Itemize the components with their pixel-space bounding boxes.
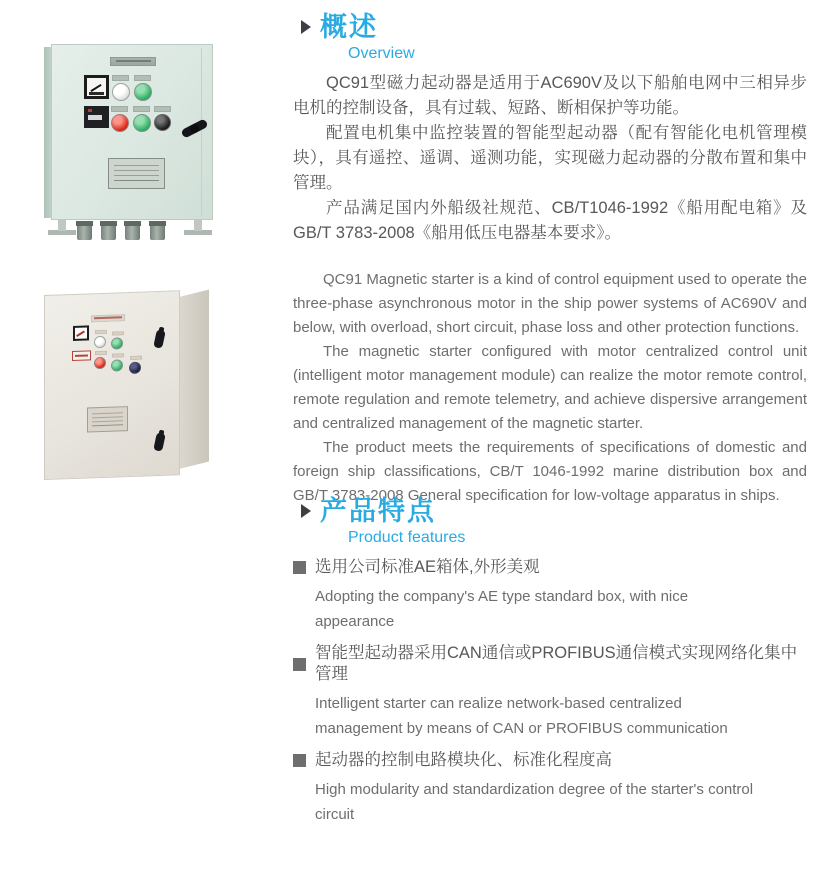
feature-title-row bbox=[293, 750, 807, 771]
button-label bbox=[95, 330, 107, 334]
button-label bbox=[154, 106, 171, 112]
feature-item bbox=[293, 750, 807, 827]
white-indicator-button bbox=[94, 336, 106, 348]
paragraph-en: The magnetic starter configured with motor centralized control unit (intelligent motor management module) can realize the motor remote control, remote regulation and remote telemetry, and achieve dispersive arrangement and centralized management of the magnetic starter. bbox=[293, 343, 807, 432]
arrow-right-icon bbox=[301, 504, 311, 518]
feature-item bbox=[293, 643, 807, 741]
button-label bbox=[112, 75, 129, 81]
paragraph-cn: 产品满足国内外船级社规范、CB/T1046-1992《船用配电箱》及GB/T 3783-2008《船用低压电器基本要求》。 bbox=[293, 199, 807, 242]
green-indicator-button bbox=[134, 83, 152, 101]
product-photo-front-view bbox=[44, 44, 216, 244]
green-indicator-button bbox=[111, 337, 123, 349]
feature-title-cn: 智能型起动器采用CAN通信或PROFIBUS通信模式实现网络化集中管理 bbox=[315, 644, 798, 683]
cabinet-side-panel bbox=[179, 290, 209, 469]
button-label bbox=[130, 356, 142, 360]
rating-plate bbox=[108, 158, 165, 189]
overview-title-en: Overview bbox=[348, 45, 415, 62]
product-photo-side-view bbox=[40, 284, 215, 484]
feature-title-row bbox=[293, 643, 807, 685]
features-title-en: Product features bbox=[348, 529, 466, 546]
ammeter bbox=[84, 75, 109, 99]
feature-desc-en: Intelligent starter can realize network-based centralized management by means of CAN or PROFIBUS communication bbox=[315, 695, 728, 737]
mounting-foot bbox=[48, 220, 76, 235]
feature-desc-en: Adopting the company's AE type standard box, with nice appearance bbox=[315, 588, 689, 630]
door-latch bbox=[153, 432, 166, 451]
feature-title-cn: 起动器的控制电路模块化、标准化程度高 bbox=[315, 751, 612, 769]
feature-title-cn: 选用公司标准AE箱体,外形美观 bbox=[315, 558, 540, 576]
green-start-button bbox=[133, 114, 151, 132]
cabinet-nameplate-strip bbox=[110, 57, 156, 66]
dark-blue-button bbox=[129, 362, 141, 374]
overview-english-text bbox=[293, 268, 807, 508]
paragraph-en: QC91 Magnetic starter is a kind of control equipment used to operate the three-phase asynchronous motor in the ship power systems of AC690V and below, with overload, short circuit, phase loss and other protection functions. bbox=[293, 271, 807, 336]
paragraph-cn: QC91型磁力起动器是适用于AC690V及以下船舶电网中三相异步电机的控制设备，具有过载、短路、断相保护等功能。 bbox=[293, 74, 807, 117]
features-title-cn: 产品特点 bbox=[320, 496, 436, 526]
bullet-square-icon bbox=[293, 561, 306, 574]
section-product-features bbox=[293, 496, 807, 830]
button-label bbox=[133, 106, 150, 112]
bullet-square-icon bbox=[293, 658, 306, 671]
feature-desc-en: High modularity and standardization degree of the starter's control circuit bbox=[315, 781, 754, 823]
cabinet-door bbox=[44, 290, 180, 480]
paragraph-cn: 配置电机集中监控装置的智能型起动器（配有智能化电机管理模块），具有遥控、遥调、遥测功能，实现磁力起动器的分散布置和集中管理。 bbox=[293, 124, 807, 192]
circuit-breaker-module bbox=[84, 106, 109, 128]
button-label bbox=[95, 351, 107, 355]
cabinet-nameplate-strip bbox=[91, 314, 125, 322]
red-warning-label bbox=[72, 350, 91, 361]
black-button bbox=[154, 114, 171, 131]
arrow-right-icon bbox=[301, 20, 311, 34]
feature-item bbox=[293, 557, 807, 634]
green-start-button bbox=[111, 359, 123, 371]
cable-gland bbox=[150, 221, 165, 240]
mounting-foot bbox=[184, 220, 212, 235]
ammeter bbox=[73, 325, 89, 341]
button-label bbox=[134, 75, 151, 81]
rating-plate bbox=[87, 406, 128, 432]
button-label bbox=[111, 106, 128, 112]
button-label bbox=[112, 331, 124, 335]
bullet-square-icon bbox=[293, 754, 306, 767]
door-latch bbox=[153, 329, 166, 348]
button-label bbox=[112, 353, 124, 357]
overview-title-cn: 概述 bbox=[320, 12, 378, 42]
section-overview bbox=[293, 12, 807, 508]
features-list bbox=[293, 557, 807, 827]
features-header bbox=[293, 496, 807, 548]
white-indicator-button bbox=[112, 83, 130, 101]
red-stop-button bbox=[94, 357, 106, 369]
cable-gland bbox=[101, 221, 116, 240]
cable-gland bbox=[77, 221, 92, 240]
paragraph-en: The product meets the requirements of specifications of domestic and foreign ship classifications, CB/T 1046-1992 marine distribution box and GB/T 3783-2008 General specification for low-voltage apparatus in ships. bbox=[293, 439, 807, 504]
overview-header bbox=[293, 12, 807, 64]
rotary-switch-handle bbox=[181, 118, 209, 140]
feature-title-row bbox=[293, 557, 807, 578]
overview-chinese-text bbox=[293, 71, 807, 246]
cable-gland bbox=[125, 221, 140, 240]
red-stop-button bbox=[111, 114, 129, 132]
